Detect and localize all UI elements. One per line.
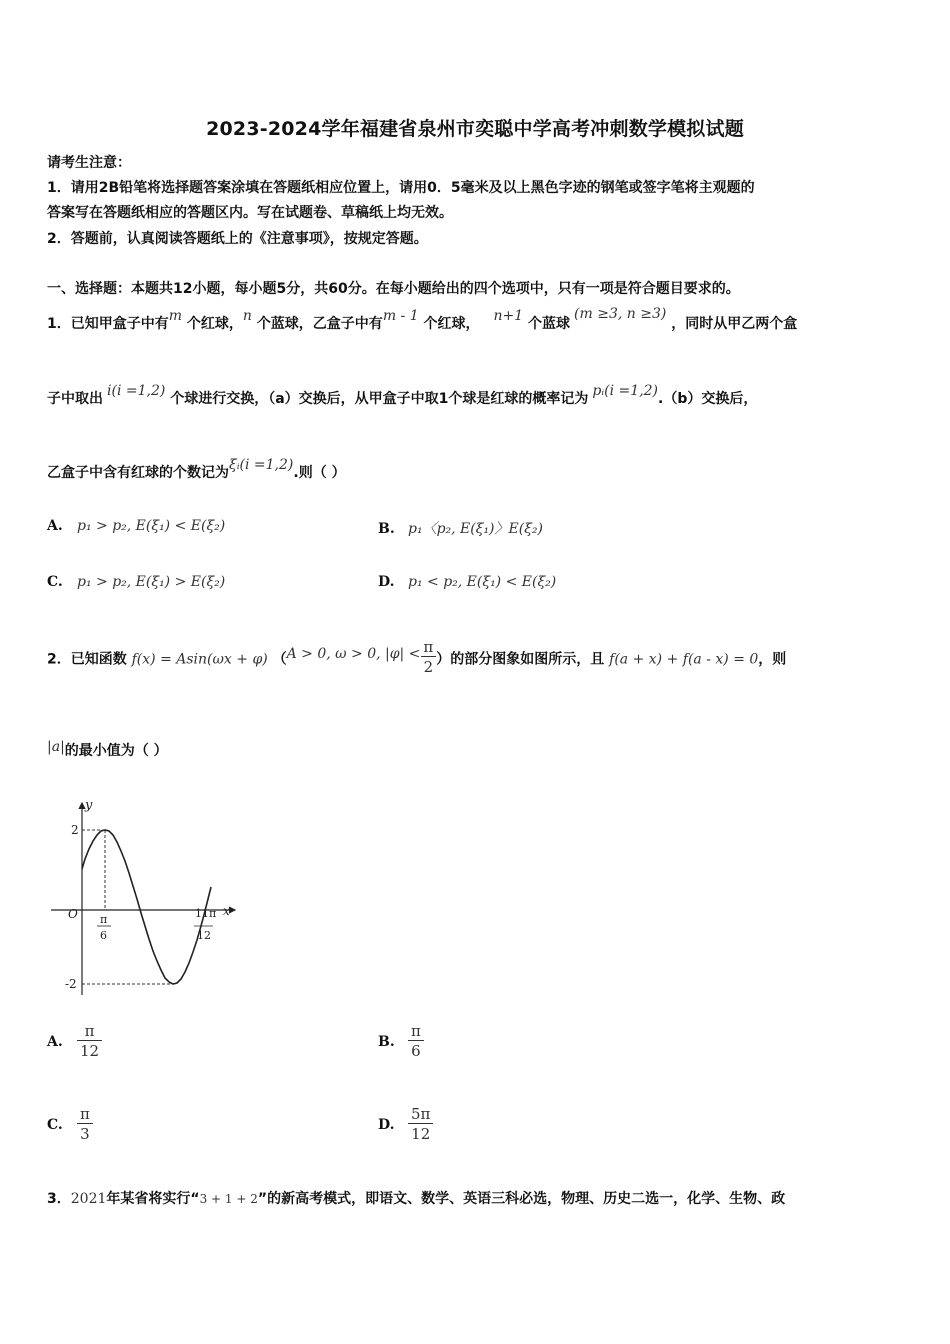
option-label: D. [378, 574, 395, 590]
q2-option-b[interactable] [378, 1022, 424, 1061]
q1-option-a[interactable] [47, 518, 225, 534]
notice-item-2: 2．答题前，认真阅读答题纸上的《注意事项》，按规定答题。 [47, 231, 428, 247]
q1-math-i: i(i =1,2) [107, 383, 166, 399]
x-tick-11pi-12-num: 11π [195, 907, 217, 920]
q3-text: 年某省将实行“ [106, 1191, 200, 1207]
q1-text: .则（ ） [293, 465, 346, 481]
q1-text: 个球进行交换，（a）交换后，从甲盒子中取1个球是红球的概率记为 [170, 391, 589, 407]
fraction-denominator: 12 [77, 1040, 102, 1061]
fraction-numerator: π [411, 1022, 421, 1040]
page-title: 2023-2024学年福建省泉州市奕聪中学高考冲刺数学模拟试题 [206, 118, 744, 140]
y-label: y [85, 798, 93, 813]
q1-text: 个红球， [186, 316, 243, 332]
q3-year: 2021 [70, 1191, 107, 1207]
option-fraction [408, 1105, 433, 1144]
option-math: p₁ > p₂, E(ξ₁) > E(ξ₂) [77, 574, 226, 590]
q2-abs-a: |a| [47, 739, 65, 755]
option-label: C. [47, 1116, 63, 1133]
q2-condition: A > 0, ω > 0, |φ| < [286, 645, 421, 662]
q3-text: ”的新高考模式，即语文、数学、英语三科必选，物理、历史二选一，化学、生物、政 [257, 1191, 786, 1207]
q1-math-n: n [242, 308, 252, 324]
q2-option-d[interactable] [378, 1105, 433, 1144]
q1-option-c[interactable] [47, 574, 225, 590]
q1-text: 1．已知甲盒子中有 [47, 316, 169, 332]
x-tick-pi-6-num: π [100, 913, 108, 926]
fraction-denominator: 2 [421, 656, 437, 677]
section-heading: 一、选择题：本题共12小题，每小题5分，共60分。在每小题给出的四个选项中，只有一项是符合题目要求的。 [47, 281, 740, 297]
option-label: A. [47, 1033, 63, 1050]
q1-math-xi-i: ξᵢ(i =1,2) [229, 457, 294, 473]
notice-item-1a: 1．请用2B铅笔将选择题答案涂填在答题纸相应位置上，请用0．5毫米及以上黑色字迹的钢笔或签字笔将主观题的 [47, 180, 755, 196]
q2-condition-fraction [420, 638, 436, 677]
option-fraction [408, 1022, 424, 1061]
q2-text: （ [272, 651, 287, 668]
q2-text: 的最小值为（ ） [64, 743, 168, 759]
q1-text: 个蓝球 [528, 316, 571, 332]
q1-text: ，同时从甲乙两个盒 [671, 316, 798, 332]
option-label: A. [47, 518, 63, 534]
question-1-line-1 [47, 306, 798, 333]
option-fraction [77, 1022, 102, 1061]
option-math: p₁ < p₂, E(ξ₁) < E(ξ₂) [408, 574, 557, 590]
origin-label: O [68, 907, 78, 921]
q3-mode: 3 + 1 + 2 [199, 1192, 258, 1206]
fraction-numerator: π [423, 638, 434, 656]
q2-option-c[interactable] [47, 1105, 93, 1144]
y-tick-neg-2: -2 [65, 977, 77, 991]
option-label: C. [47, 574, 63, 590]
fraction-numerator: π [80, 1105, 90, 1123]
option-label: B. [378, 521, 395, 537]
notice-heading: 请考生注意： [47, 155, 131, 171]
fraction-denominator: 6 [408, 1040, 424, 1061]
x-label: x [223, 904, 230, 918]
option-fraction [77, 1105, 93, 1144]
q1-text: 子中取出 [47, 391, 103, 407]
option-math: p₁〈p₂, E(ξ₁)〉E(ξ₂) [408, 521, 543, 537]
q1-text: 个红球， [423, 316, 480, 332]
q1-option-b[interactable] [378, 518, 543, 538]
q2-option-a[interactable] [47, 1022, 102, 1061]
fraction-denominator: 12 [408, 1123, 433, 1144]
q2-equation: f(a + x) + f(a - x) = 0 [609, 651, 759, 668]
q2-text: ）的部分图象如图所示，且 [436, 651, 605, 668]
q2-text: 2．已知函数 [47, 651, 127, 668]
y-tick-2: 2 [71, 823, 79, 837]
q1-option-d[interactable] [378, 574, 556, 590]
question-3-line-1 [47, 1188, 785, 1208]
q1-text: 个蓝球，乙盒子中有 [256, 316, 383, 332]
question-2-line-2 [47, 740, 168, 760]
q2-text: ，则 [758, 651, 787, 668]
q1-math-m: m [168, 308, 183, 324]
question-1-line-2 [47, 383, 758, 408]
q1-text: .（b）交换后， [658, 391, 758, 407]
sine-curve [82, 830, 211, 984]
notice-item-1b: 答案写在答题纸相应的答题区内。写在试题卷、草稿纸上均无效。 [47, 205, 453, 221]
q1-math-p-i: pᵢ(i =1,2) [592, 383, 659, 399]
question-2-line-1 [47, 640, 786, 679]
fraction-numerator: π [84, 1022, 95, 1040]
option-math: p₁ > p₂, E(ξ₁) < E(ξ₂) [77, 518, 226, 534]
fraction-denominator: 3 [77, 1123, 93, 1144]
q1-math-condition: (m ≥3, n ≥3) [574, 306, 667, 322]
x-tick-11pi-12-den: 12 [197, 929, 211, 942]
q3-text: 3． [47, 1191, 71, 1207]
option-label: D. [378, 1116, 395, 1133]
q1-math-m-minus-1: m - 1 [382, 308, 419, 324]
fraction-numerator: 5π [411, 1105, 431, 1123]
q1-text: 乙盒子中含有红球的个数记为 [47, 465, 229, 481]
question-1-line-3 [47, 457, 346, 482]
x-tick-pi-6-den: 6 [100, 929, 107, 942]
q1-math-n-plus-1: n+1 [493, 308, 524, 324]
option-label: B. [378, 1033, 395, 1050]
q2-function: f(x) = Asin(ωx + φ) [131, 651, 268, 668]
sine-graph [45, 795, 245, 1005]
